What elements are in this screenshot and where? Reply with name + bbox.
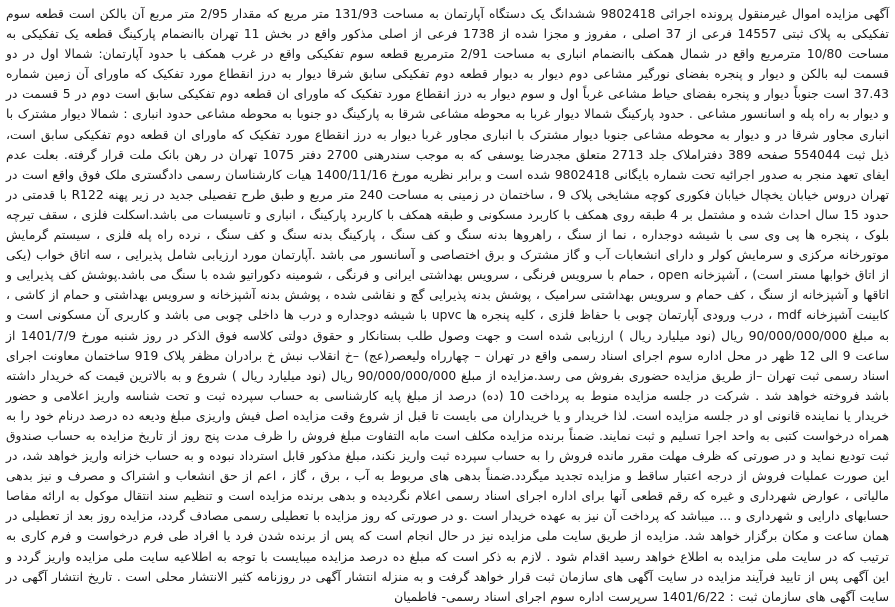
auction-notice-text: آگهی مزایده اموال غیرمنقول پرونده اجرائی 9802418 ششدانگ یک دستگاه آپارتمان به مساحت 131/93 متر مربع که مقدار 2/95 متر مربع آن بالکن است قطعه سوم تفکیکی به پلاک ثبتی 14557 فرعی از 37 اصلی ، مفروز و مجزا شده از 1738 فرعی از اصلی مذکور واقع در بخش 11 تهران باانضمام پارکینگ قطعه یک تفکیکی به مساحت 10/80 مترمربع واقع در شمال همکف باانضمام انباری به مساحت 2/91 مترمربع قطعه سوم تفکیکی واقع در غرب همکف با حدود آپارتمان: شمالا اول در دو قسمت لبه بالکن و دیوار و پنجره بفضای نورگیر مشاعی دوم دیوار به دیوار قطعه دوم تفکیکی سابق شرقا دیوار به درز انقطاع مورد تفکیک که ماورای آن زمین شماره 37.43 است جنوباً دیوار و پنجره بفضای حیاط مشاعی غرباً اول و سوم دیوار به درز انقطاع مورد تفکیک که ماورای ان قطعه دوم تفکیکی سابق است دوم در 5 قسمت در و دیوار به راه پله و اسانسور مشاعی . حدود پارکینگ شمالا دیوار غربا به محوطه مشاعی شرقا به پارکینگ دو جنوبا به محوطه مشاعی حدود انباری : شمالا دیوار مشترک با انباری مجاور شرقا در و دیوار به محوطه مشاعی جنوبا دیوار مشترک با انباری مجاور غربا دیوار به درز انقطاع مورد تفکیک که ماورای ان قطعه دوم تفکیکی سابق است، ذیل ثبت 554044 صفحه 389 دفتراملاک جلد 2713 متعلق مجدرضا یوسفی که به موجب سندرهنی 2700 دفتر 1075 تهران در رهن بانک ملت قرار گرفته. بعلت عدم ایفای تعهد منجر به صدور اجرائیه تحت شماره بایگانی 9802418 شده است و برابر نظریه مورخ 1400/11/16 هیات کارشناسان رسمی دادگستری ملک فوق واقع است در تهران دروس خیابان یخچال خیابان فکوری کوچه مشایخی پلاک 9 ، ساختمان در زمینی به مساحت 240 متر مربع و طبق طرح تفصیلی جدید در زیر پهنه R122 با قدمتی در حدود 15 سال احداث شده و مشتمل بر 4 طبقه روی همکف با کاربرد مسکونی و طبقه همکف با کاربرد پارکینگ ، انباری و تاسیسات می باشد.اسکلت فلزی ، سقف تیرچه بلوک ، پنجره ها پی وی سی با شیشه دوجداره ، نما از سنگ ، راهروها بدنه سنگ و کف سنگ ، پارکینگ بدنه سنگ و کف سنگ ، نرده راه پله فلزی ، سیستم گرمایش موتورخانه مرکزی و سرمایش کولر و دارای انشعابات آب و گاز مشترک و برق اختصاصی و آسانسور می باشد .آپارتمان مورد ارزیابی شامل پذیرایی ، سه اتاق خواب (یکی از اتاق خوابها مستر است) ، آشپزخانه open ، حمام با سرویس فرنگی ، سرویس بهداشتی ایرانی و فرنگی ، شومینه دکوراتیو شده با سنگ می باشد.پوشش کف پذیرایی و اتاقها و آشپزخانه از سنگ ، کف حمام و سرویس بهداشتی سرامیک ، پوشش بدنه پذیرایی گچ و نقاشی شده ، پوشش بدنه آشپزخانه و سرویس بهداشتی و حمام از کاشی ، کابینت آشپزخانه mdf ، درب ورودی آپارتمان چوبی با حفاظ فلزی ، کلیه پنجره ها upvc با شیشه دوجداره و درب ها داخلی چوبی می باشد و کاربری آن مسکونی است و به مبلغ 90/000/000/000 ریال (نود میلیارد ریال ) ارزیابی شده است و جهت وصول طلب بستانکار و حقوق دولتی کلاسه فوق الذکر در روز شنبه مورخ 1401/7/9 از ساعت 9 الی 12 ظهر در محل اداره سوم اجرای اسناد رسمی واقع در تهران – چهارراه ولیعصر(عج) –خ انقلاب نبش خ برادران مظفر پلاک 919 ساختمان معاونت اجرای اسناد رسمی ثبت تهران –از طریق مزایده حضوری بفروش می رسد.مزایده از مبلغ 90/000/000/000 ریال (نود میلیارد ریال ) شروع و به بالاترین قیمت که خریدار داشته باشد فروخته خواهد شد . شرکت در جلسه مزایده منوط به پرداخت 10 (ده) درصد از مبلغ پایه کارشناسی به حساب سپرده ثبت و تحت شناسه واریز اعلامی و حضور خریدار یا نماینده قانونی او در جلسه مزایده است. لذا خریدار و یا خریداران می بایست تا قبل از شروع وقت مزایده اصل فیش واریزی مبلغ ودیعه ده درصد درنام خود را به همراه درخواست کتبی به واحد اجرا تسلیم و ثبت نمایند. ضمناً برنده مزایده مکلف است مابه التفاوت مبلغ فروش را ظرف مدت پنج روز از تاریخ مزایده به حساب صندوق ثبت تودیع نماید و در صورتی که ظرف مهلت مقرر مانده فروش را به حساب سپرده ثبت واریز نکند، مبلغ مذکور قابل استرداد نبوده و به حساب خزانه واریز خواهد شد، در این صورت عملیات فروش از درجه اعتبار ساقط و مزایده تجدید میگردد.ضمناً بدهی های مربوط به آب ، برق ، گاز ، اعم از حق انشعاب و اشتراک و مصرف و نیز بدهی مالیاتی ، عوارض شهرداری و غیره که رقم قطعی آنها برای اداره اجرای اسناد رسمی اعلام نگردیده و بدهی برنده مزایده است و تنظیم سند انتقال موکول به ارائه مفاصا حسابهای دارایی و شهرداری و ... میباشد که پرداخت آن نیز به عهده خریدار است .و در صورتی که روز مزایده با تعطیلی رسمی مصادف گردد، مزایده روز بعد از تعطیلی در همان ساعت و مکان برگزار خواهد شد. مزایده از طریق سایت ملی مزایده نیز در حال انجام است که پس از برنده شدن فرد یا افراد طی فرم درخواست و فرم کاری به ترتیب که در سایت ملی مزایده به اطلاع خواهد رسید اقدام شود . لازم به ذکر است که مبلغ ده درصد مزایده میبایست با توجه به اطلاعیه سایت ملی مزایده واریز گردد و این آگهی پس از تایید فرآیند مزایده در سایت آگهی های سازمان ثبت قرار خواهد گرفت و به منزله انتشار آگهی در روزنامه کثیر الانتشار محلی است . تاریخ انتشار آگهی در سایت آگهی های سازمان ثبت : 1401/6/22 سرپرست اداره سوم اجرای اسناد رسمی- فاطمیان xyxy=(6,7,890,604)
